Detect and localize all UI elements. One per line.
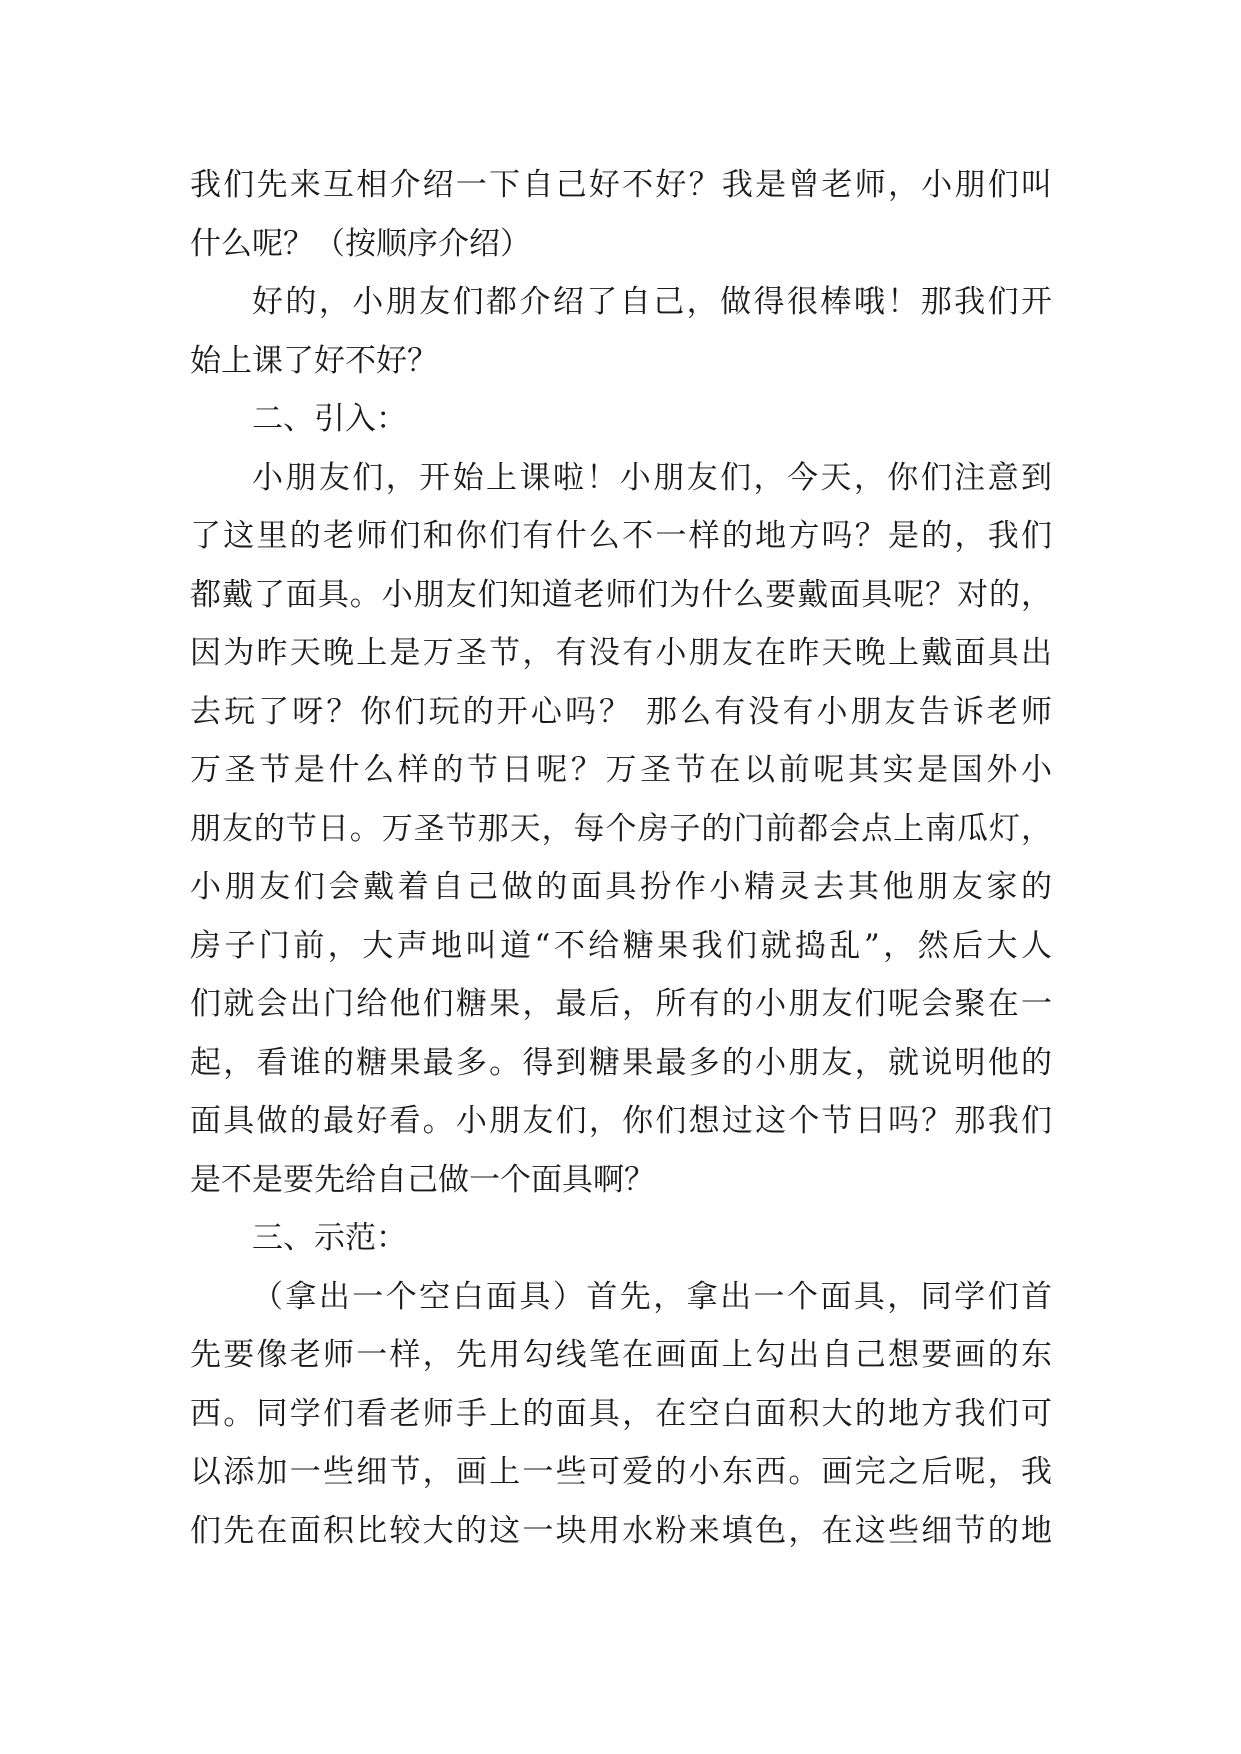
paragraph-first-line: 小朋友们，开始上课啦！小朋友们，今天，你们注意到	[252, 459, 1052, 496]
text-line: 朋友的节日。万圣节那天，每个房子的门前都会点上南瓜灯，	[190, 810, 1052, 847]
text-line: 什么呢？（按顺序介绍）	[190, 225, 531, 262]
paragraph-first-line: 好的，小朋友们都介绍了自己，做得很棒哦！那我们开	[252, 284, 1052, 320]
text-line: 我们先来互相介绍一下自己好不好？我是曾老师，小朋们叫	[190, 167, 1052, 203]
text-line: 西。同学们看老师手上的面具，在空白面积大的地方我们可	[190, 1395, 1052, 1432]
section-heading: 二、引入：	[252, 401, 407, 437]
text-line: 们就会出门给他们糖果，最后，所有的小朋友们呢会聚在一	[190, 986, 1052, 1022]
text-line: 们先在面积比较大的这一块用水粉来填色，在这些细节的地	[190, 1512, 1052, 1549]
text-line: 起，看谁的糖果最多。得到糖果最多的小朋友，就说明他的	[190, 1044, 1052, 1081]
document-body	[190, 156, 1052, 1560]
text-line: 先要像老师一样，先用勾线笔在画面上勾出自己想要画的东	[190, 1337, 1052, 1373]
text-line: 了这里的老师们和你们有什么不一样的地方吗？是的，我们	[190, 518, 1052, 554]
text-line: 因为昨天晚上是万圣节，有没有小朋友在昨天晚上戴面具出	[190, 635, 1052, 671]
section-heading: 三、示范：	[252, 1220, 407, 1256]
text-line: 房子门前，大声地叫道“不给糖果我们就捣乱”，然后大人	[190, 927, 1052, 964]
paragraph-first-line: （拿出一个空白面具）首先，拿出一个面具，同学们首	[252, 1278, 1052, 1315]
text-line: 万圣节是什么样的节日呢？万圣节在以前呢其实是国外小	[190, 752, 1052, 788]
text-line: 是不是要先给自己做一个面具啊？	[190, 1161, 655, 1198]
text-line: 去玩了呀？你们玩的开心吗？ 那么有没有小朋友告诉老师	[190, 693, 1052, 730]
text-line: 小朋友们会戴着自己做的面具扮作小精灵去其他朋友家的	[190, 869, 1052, 905]
text-line: 面具做的最好看。小朋友们，你们想过这个节日吗？那我们	[190, 1103, 1052, 1139]
text-line: 以添加一些细节，画上一些可爱的小东西。画完之后呢，我	[190, 1454, 1052, 1490]
text-line: 始上课了好不好？	[190, 342, 438, 379]
text-line: 都戴了面具。小朋友们知道老师们为什么要戴面具呢？对的，	[190, 576, 1052, 613]
